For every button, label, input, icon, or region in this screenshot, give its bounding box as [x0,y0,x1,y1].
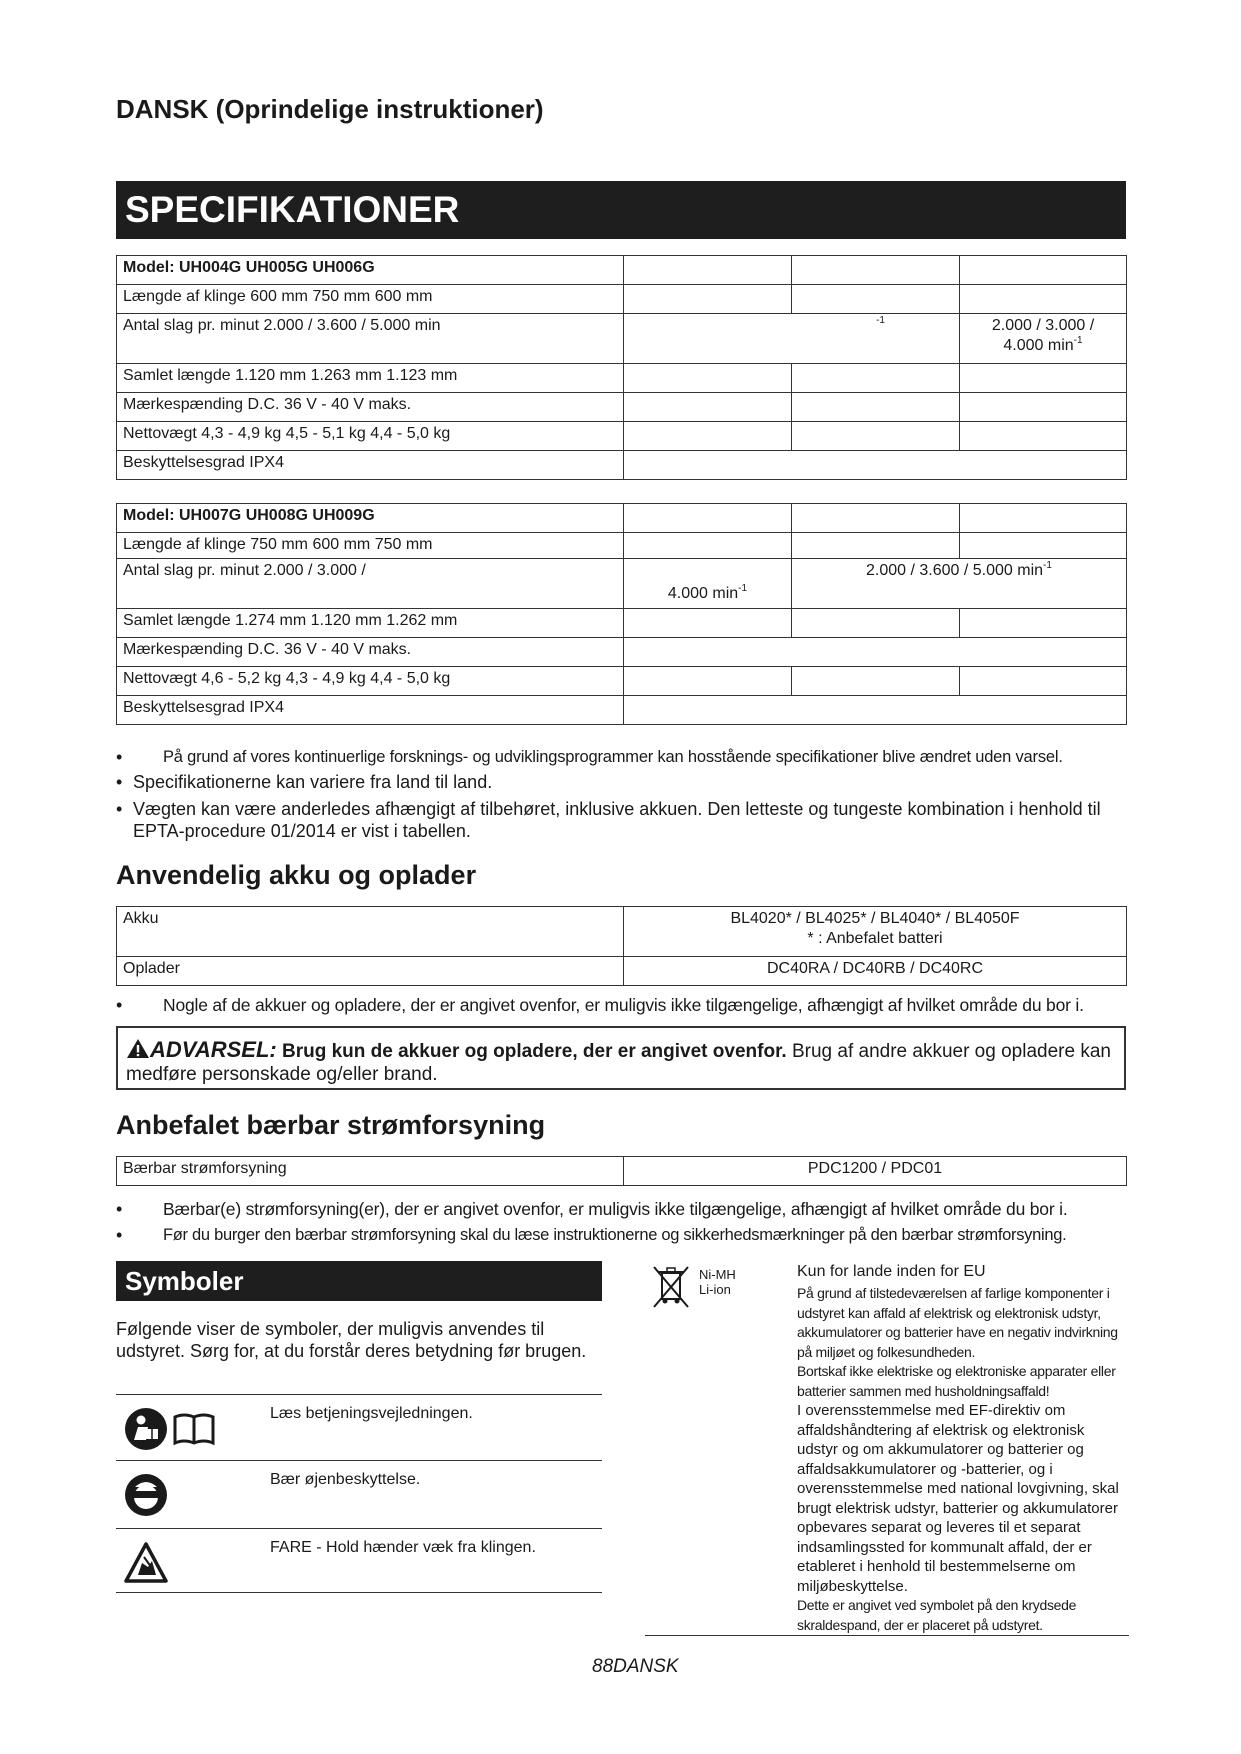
table-row [117,451,1127,480]
weee-text: På grund af tilstedeværelsen af farlige komponenter i udstyret kan affald af elektrisk og elektronisk udstyr, akkumulatorer og batterier have en negativ indvirkning på miljøet og folkesundheden. Bortskaf ikke elektriske og elektroniske apparater eller batterier sammen med husholdningsaffald! I overensstemmelse med EF-direktiv om affaldshåndtering af elektrisk og elektronisk udstyr og om akkumulatorer og batterier og affaldsakkumulatorer og -batterier, og i overensstemmelse med national lovgivning, skal brugt elektrisk udstyr, batterier og akkumulatorer opbevares separat og leveres til et separat indsamlingssted for kommunalt affald, der er etableret i henhold til bestemmelserne om miljøbeskyttelse. Dette er angivet ved symbolet på den krydsede skraldespand, der er placeret på udstyret. [797,1285,1119,1633]
table-row [117,907,1127,957]
crossed-bin-icon [650,1263,692,1311]
warning-label: ADVARSEL: [150,1037,277,1062]
table-row [117,533,1127,559]
table-row [117,285,1127,314]
eye-protection-icon [124,1473,168,1517]
battery-value: BL4020* / BL4025* / BL4040* / BL4050F * : Anbefalet batteri [624,907,1127,957]
power-value: PDC1200 / PDC01 [624,1157,1127,1186]
table-row [117,638,1127,667]
rated-voltage-row: Mærkespænding D.C. 36 V - 40 V maks. [117,638,624,667]
protection-row: Beskyttelsesgrad IPX4 [117,451,624,480]
spec-table-1 [116,255,1127,480]
strokes-row: Antal slag pr. minut 2.000 / 3.600 / 5.000 min [117,314,624,364]
power-label: Bærbar strømforsyning [117,1157,624,1186]
specifications-heading: SPECIFIKATIONER [116,181,1126,239]
charger-label: Oplader [117,957,624,986]
book-icon [172,1407,216,1451]
table-row [117,256,1127,285]
weee-title: Kun for lande inden for EU [797,1263,986,1280]
net-weight-row: Nettovægt 4,6 - 5,2 kg 4,3 - 4,9 kg 4,4 - 5,0 kg [117,667,624,696]
model-label: Model: UH007G UH008G UH009G [117,504,624,533]
table-row [117,957,1127,986]
spec-note-1: • På grund af vores kontinuerlige forsknings- og udviklingsprogrammer kan hosstående specifikationer blive ændret uden varsel. [116,747,1063,767]
overall-length-row: Samlet længde 1.274 mm 1.120 mm 1.262 mm [117,609,624,638]
strokes-col2: 4.000 $\min^{-1}$ [624,559,792,609]
table-row [117,609,1127,638]
power-note-1: • Bærbar(e) strømforsyning(er), der er angivet ovenfor, er muligvis ikke tilgængelige, afhængigt af hvilket område du bor i. [116,1199,1068,1219]
table-row [117,393,1127,422]
battery-note: • Nogle af de akkuer og opladere, der er angivet ovenfor, er muligvis ikke tilgængelige, afhængigt af hvilket område du bor i. [116,995,1084,1015]
power-note-2: • Før du burger den bærbar strømforsyning skal du læse instruktionerne og sikkerhedsmærkninger på den bærbar strømforsyning. [116,1225,1067,1245]
hand-danger-icon [124,1541,168,1585]
spec-note-3: • Vægten kan være anderledes afhængigt af tilbehøret, inklusive akkuen. Den letteste og tungeste kombination i henhold til EPTA-procedure 01/2014 er vist i tabellen. [116,799,1101,841]
overall-length-row: Samlet længde 1.120 mm 1.263 mm 1.123 mm [117,364,624,393]
blade-length-row: Længde af klinge 600 mm 750 mm 600 mm [117,285,624,314]
battery-label: Akku [117,907,624,957]
warning-box [116,1026,1126,1090]
symbol-label: FARE - Hold hænder væk fra klingen. [270,1539,536,1556]
power-section-title: Anbefalet bærbar strømforsyning [116,1110,546,1140]
warning-text: Brug af andre akkuer og opladere kan medføre personskade og/eller brand. [126,1041,1111,1085]
table-row [117,364,1127,393]
symbol-row [116,1394,602,1461]
model-label: Model: UH004G UH005G UH006G [117,256,624,285]
warning-triangle-icon [126,1038,150,1059]
symbol-label: Bær øjenbeskyttelse. [270,1471,421,1488]
spec-table-2 [116,503,1127,725]
strokes-row: Antal slag pr. minut 2.000 / 3.000 / [117,559,624,609]
rated-voltage-row: Mærkespænding D.C. 36 V - 40 V maks. [117,393,624,422]
weee-divider [645,1635,1129,1636]
table-row [117,504,1127,533]
table-row [117,422,1127,451]
symbols-heading: Symboler [116,1261,602,1301]
strokes-col34: 2.000 / 3.600 / 5.000 $\min^{-1}$ [792,559,1127,609]
table-row [117,314,1127,364]
power-table [116,1156,1127,1186]
net-weight-row: Nettovægt 4,3 - 4,9 kg 4,5 - 5,1 kg 4,4 - 5,0 kg [117,422,624,451]
spec-note-2: • Specifikationerne kan variere fra land til land. [116,772,493,792]
battery-table [116,906,1127,986]
symbol-row [116,1528,602,1593]
battery-chemistry-labels: Ni-MH Li-ion [699,1267,736,1297]
protection-row: Beskyttelsesgrad IPX4 [117,696,624,725]
read-manual-icon [124,1407,168,1451]
symbols-divider [116,1592,602,1593]
warning-bold-text: Brug kun de akkuer og opladere, der er angivet ovenfor. [282,1041,787,1062]
symbols-intro: Følgende viser de symboler, der muligvis anvendes til udstyret. Sørg for, at du forstår deres betydning før brugen. [116,1319,587,1361]
symbol-row [116,1460,602,1529]
page-number: 88DANSK [592,1656,679,1677]
strokes-col23: -1 [624,314,960,364]
page-language-title: DANSK (Oprindelige instruktioner) [116,94,544,124]
blade-length-row: Længde af klinge 750 mm 600 mm 750 mm [117,533,624,559]
table-row [117,667,1127,696]
strokes-col4: 2.000 / 3.000 / 4.000 $\min^{-1}$ [960,314,1127,364]
battery-section-title: Anvendelig akku og oplader [116,860,477,890]
table-row [117,559,1127,609]
table-row [117,696,1127,725]
charger-value: DC40RA / DC40RB / DC40RC [624,957,1127,986]
symbol-label: Læs betjeningsvejledningen. [270,1405,473,1422]
table-row [117,1157,1127,1186]
